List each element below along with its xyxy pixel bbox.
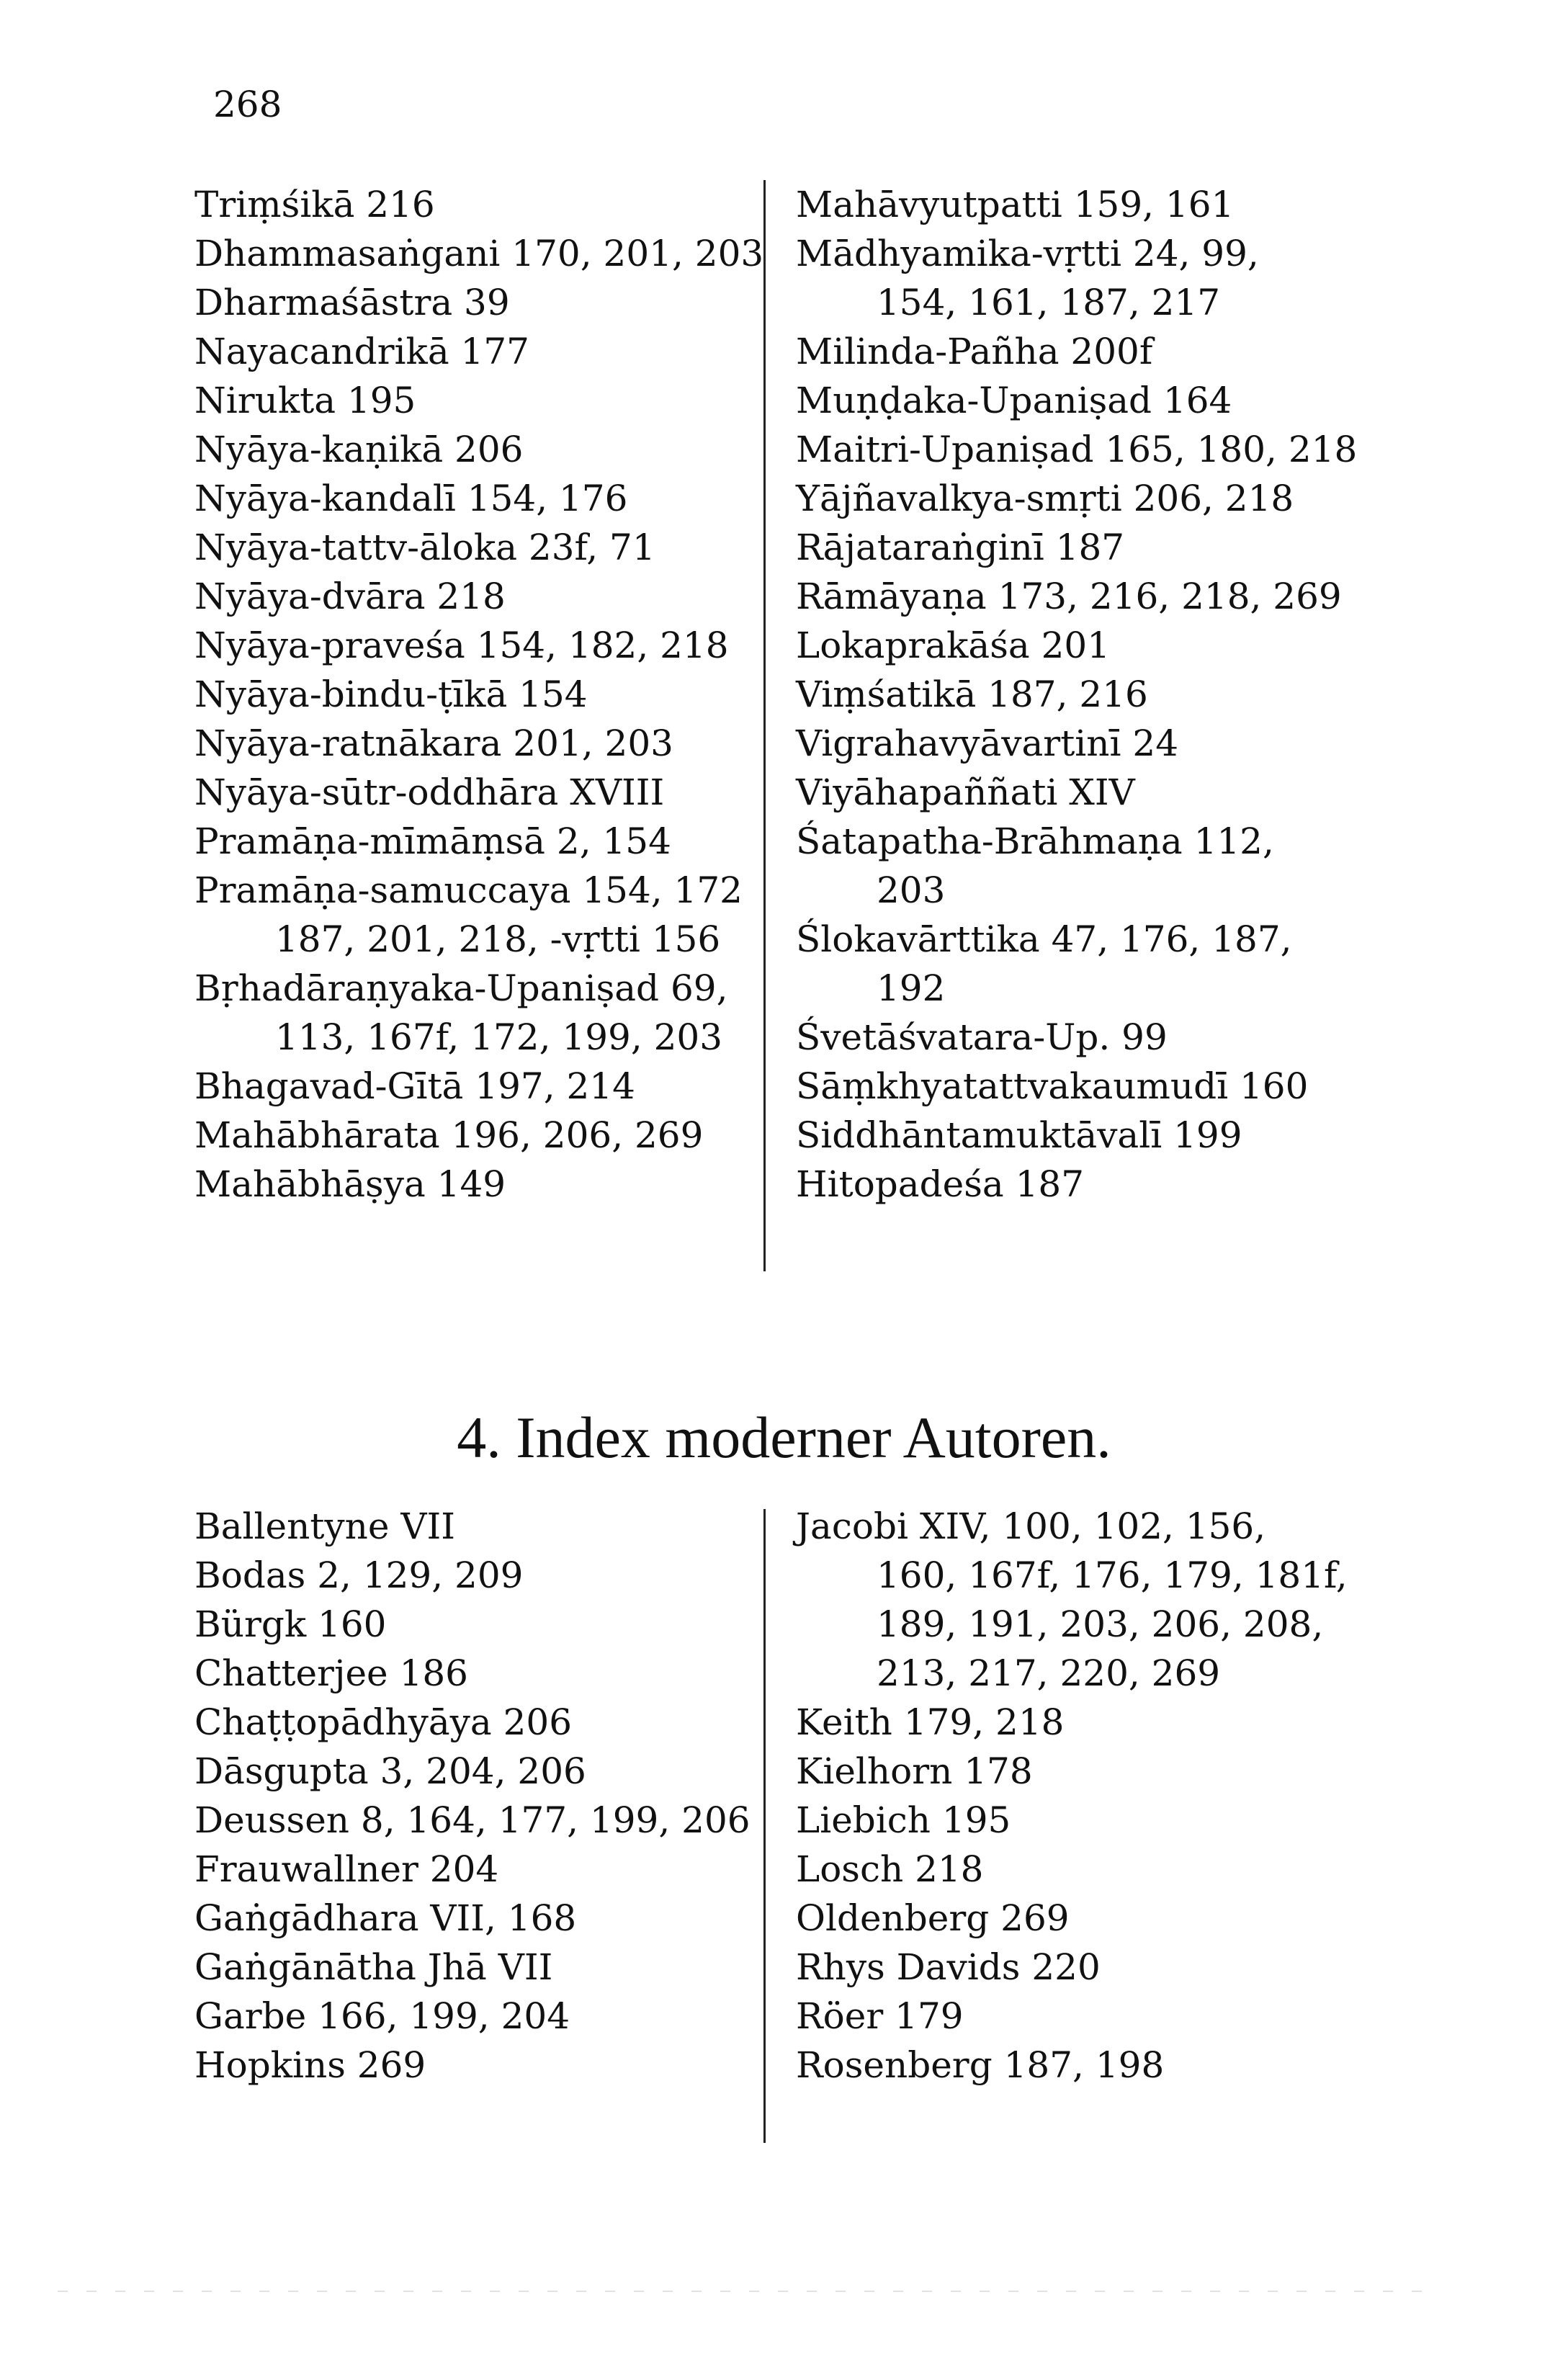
author-index-left-column <box>194 1502 751 2090</box>
index-entry: Lokaprakāśa 201 <box>796 625 1111 666</box>
index-entry: Chaṭṭopādhyāya 206 <box>194 1701 573 1743</box>
index-entry-continuation: 203 <box>877 869 946 911</box>
index-entry: Jacobi XIV, 100, 102, 156, <box>796 1505 1266 1547</box>
index-entry: Kielhorn 178 <box>796 1750 1033 1792</box>
index-entry-continuation: 160, 167f, 176, 179, 181f, <box>877 1554 1348 1596</box>
index-entry: Mahābhāṣya 149 <box>194 1163 506 1205</box>
index-entry: Dhammasaṅgani 170, 201, 203 <box>194 233 764 274</box>
index-entry: Sāṃkhyatattvakaumudī 160 <box>796 1065 1309 1107</box>
index-entry: Gaṅgānātha Jhā VII <box>194 1946 553 1988</box>
index-entry: Bṛhadāraṇyaka-Upaniṣad 69, <box>194 967 728 1009</box>
index-entry: Deussen 8, 164, 177, 199, 206 <box>194 1799 751 1841</box>
index-entry: Mahāvyutpatti 159, 161 <box>796 184 1235 225</box>
text-index-left-column <box>194 180 763 1209</box>
index-entry: Pramāṇa-mīmāṃsā 2, 154 <box>194 820 671 862</box>
index-entry: Rājataraṅginī 187 <box>796 527 1125 568</box>
index-entry-continuation: 213, 217, 220, 269 <box>877 1652 1221 1694</box>
index-entry: Hitopadeśa 187 <box>796 1163 1084 1205</box>
index-entry: Viyāhapaññati XIV <box>796 771 1135 813</box>
index-entry: Śatapatha-Brāhmaṇa 112, <box>796 820 1274 862</box>
index-entry: Nyāya-dvāra 218 <box>194 576 506 617</box>
page-number: 268 <box>213 84 282 125</box>
index-entry: Losch 218 <box>796 1848 984 1890</box>
index-entry: Ślokavārttika 47, 176, 187, <box>796 918 1292 960</box>
index-entry: Mahābhārata 196, 206, 269 <box>194 1114 704 1156</box>
index-entry: Hopkins 269 <box>194 2044 426 2086</box>
author-index-right-column <box>796 1502 1348 2090</box>
index-entry: Nyāya-sūtr-oddhāra XVIII <box>194 771 665 813</box>
index-entry: Nyāya-tattv-āloka 23f, 71 <box>194 527 655 568</box>
index-entry: Triṃśikā 216 <box>194 184 435 225</box>
index-entry: Vigrahavyāvartinī 24 <box>796 722 1179 764</box>
scan-artifact <box>58 2291 1426 2292</box>
section-heading: 4. Index moderner Autoren. <box>457 1405 1111 1470</box>
index-entry: Liebich 195 <box>796 1799 1011 1841</box>
index-entry-continuation: 192 <box>877 967 946 1009</box>
index-entry: Śvetāśvatara-Up. 99 <box>796 1016 1168 1058</box>
index-entry-continuation: 154, 161, 187, 217 <box>877 282 1221 323</box>
index-entry-continuation: 187, 201, 218, -vṛtti 156 <box>275 918 721 960</box>
index-entry: Dāsgupta 3, 204, 206 <box>194 1750 586 1792</box>
index-entry: Mādhyamika-vṛtti 24, 99, <box>796 233 1259 274</box>
column-divider <box>763 180 766 1271</box>
index-entry: Yājñavalkya-smṛti 206, 218 <box>796 478 1294 519</box>
index-entry: Viṃśatikā 187, 216 <box>796 673 1148 715</box>
index-entry: Bhagavad-Gītā 197, 214 <box>194 1065 635 1107</box>
index-entry: Nyāya-praveśa 154, 182, 218 <box>194 625 729 666</box>
index-entry: Gaṅgādhara VII, 168 <box>194 1897 577 1939</box>
index-entry-continuation: 189, 191, 203, 206, 208, <box>877 1603 1324 1645</box>
index-entry: Rosenberg 187, 198 <box>796 2044 1165 2086</box>
index-entry: Nyāya-bindu-ṭīkā 154 <box>194 673 588 715</box>
text-index-right-column <box>796 180 1357 1209</box>
index-entry: Oldenberg 269 <box>796 1897 1070 1939</box>
index-entry: Nyāya-kaṇikā 206 <box>194 429 524 470</box>
index-entry: Muṇḍaka-Upaniṣad 164 <box>796 380 1232 421</box>
index-entry: Maitri-Upaniṣad 165, 180, 218 <box>796 429 1358 470</box>
index-entry: Bodas 2, 129, 209 <box>194 1554 524 1596</box>
index-entry: Frauwallner 204 <box>194 1848 499 1890</box>
index-entry: Nirukta 195 <box>194 380 416 421</box>
index-entry: Garbe 166, 199, 204 <box>194 1995 570 2037</box>
index-entry: Keith 179, 218 <box>796 1701 1065 1743</box>
index-entry: Rāmāyaṇa 173, 216, 218, 269 <box>796 576 1342 617</box>
index-entry: Dharmaśāstra 39 <box>194 282 510 323</box>
index-entry: Siddhāntamuktāvalī 199 <box>796 1114 1242 1156</box>
index-entry-continuation: 113, 167f, 172, 199, 203 <box>275 1016 723 1058</box>
index-entry: Röer 179 <box>796 1995 964 2037</box>
index-entry: Rhys Davids 220 <box>796 1946 1101 1988</box>
column-divider <box>763 1509 766 2143</box>
index-entry: Chatterjee 186 <box>194 1652 468 1694</box>
index-entry: Nayacandrikā 177 <box>194 331 529 372</box>
index-entry: Pramāṇa-samuccaya 154, 172 <box>194 869 743 911</box>
index-entry: Nyāya-ratnākara 201, 203 <box>194 722 673 764</box>
index-entry: Milinda-Pañha 200f <box>796 331 1153 372</box>
index-entry: Ballentyne VII <box>194 1505 455 1547</box>
index-entry: Nyāya-kandalī 154, 176 <box>194 478 628 519</box>
index-entry: Bürgk 160 <box>194 1603 387 1645</box>
